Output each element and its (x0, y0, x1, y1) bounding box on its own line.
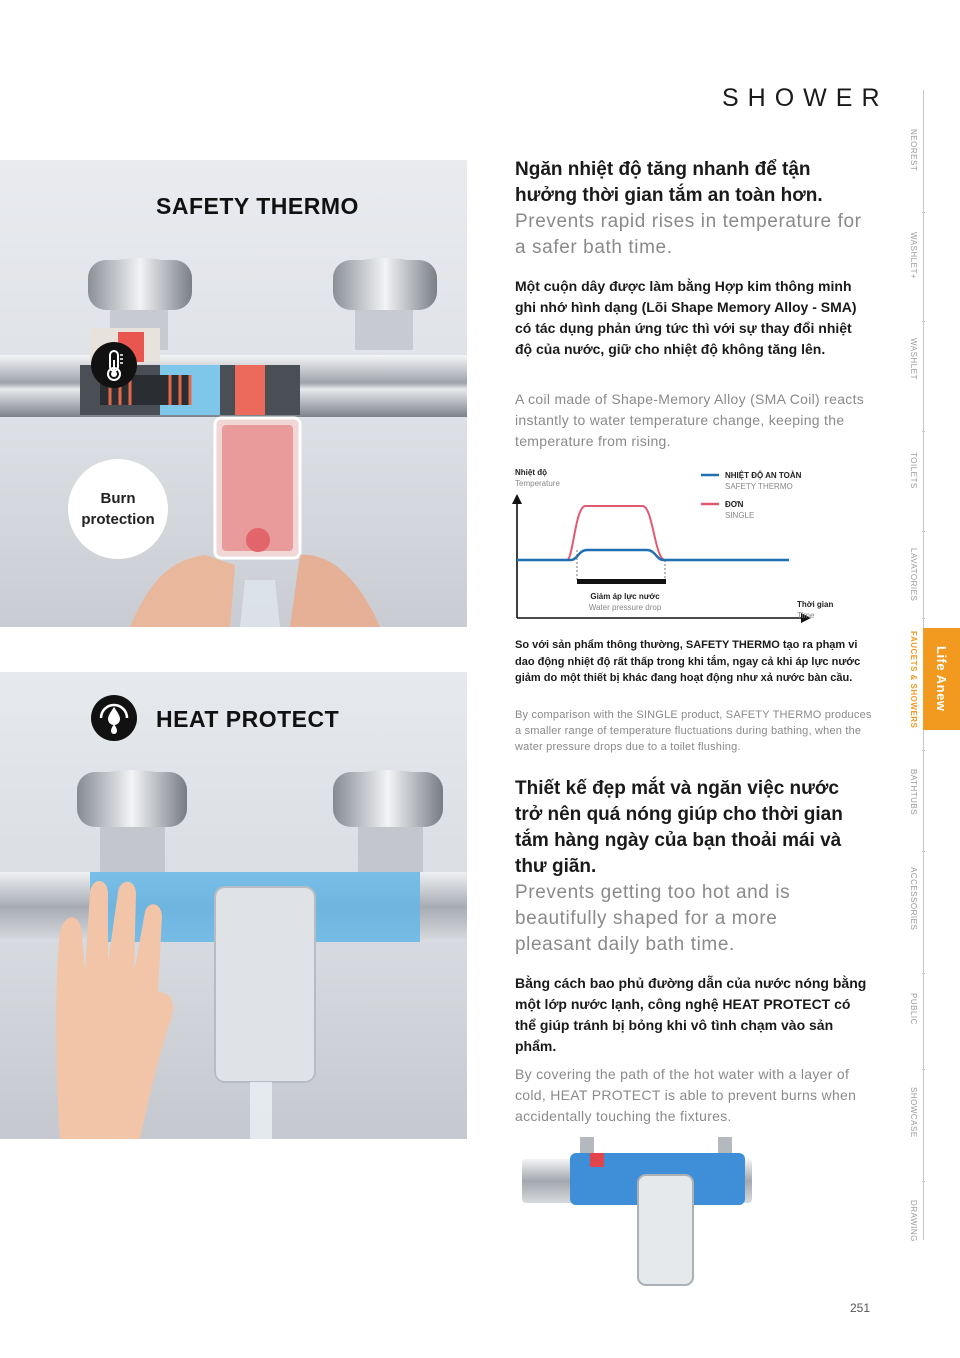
side-nav-item-lavatories[interactable]: LAVATORIES (909, 548, 918, 602)
safety-heading-vi: Ngăn nhiệt độ tăng nhanh để tận hưởng thời gian tắm an toàn hơn. (515, 159, 823, 206)
side-nav-divider (922, 618, 925, 619)
safety-body-en: A coil made of Shape-Memory Alloy (SMA Coil) reacts instantly to water temperature change, keeping the temperature from rising. (515, 391, 865, 449)
side-nav-divider (922, 973, 925, 974)
thermometer-icon (91, 342, 137, 388)
safety-body-vi: Một cuộn dây được làm bằng Hợp kim thông minh ghi nhớ hình dạng (Lõi Shape Memory Alloy - SMA) có tác dụng phản ứng tức thì với sự thay đổi nhiệt độ của nước, giữ cho nhiệt độ không tăng lên. (515, 278, 857, 357)
side-nav-divider (922, 750, 925, 751)
safety-thermo-line (517, 550, 789, 560)
badge-line-2: protection (81, 511, 155, 528)
compare-vi: So với sản phẩm thông thường, SAFETY THERMO tạo ra phạm vi dao động nhiệt độ rất thấp trong khi tắm, ngay cả khi áp lực nước giảm do một thiết bị khác đang hoạt động như xả nước bàn cầu. (515, 639, 861, 684)
side-nav-divider (922, 1069, 925, 1070)
chart-y-label: Nhiệt độ Temperature (515, 468, 560, 488)
temperature-chart (505, 460, 865, 625)
side-nav-item-accessories[interactable]: ACCESSORIES (909, 867, 918, 931)
side-nav-item-bathtubs[interactable]: BATHTUBS (909, 768, 918, 816)
side-nav-item-drawing[interactable]: DRAWING (909, 1200, 918, 1242)
heat-protect-illustration (0, 672, 467, 1139)
badge-line-1: Burn (100, 490, 136, 507)
safety-thermo-title: SAFETY THERMO (156, 193, 359, 219)
heat-heading-en: Prevents getting too hot and is beautifully shaped for a more pleasant daily bath time. (515, 882, 791, 955)
heat-protect-cutaway (520, 1135, 755, 1290)
pressure-drop-bar (577, 579, 666, 584)
side-nav-divider (922, 851, 925, 852)
y-axis-arrow (512, 494, 522, 504)
side-nav-divider (922, 531, 925, 532)
safety-thermo-photo (0, 160, 467, 627)
side-nav-divider (922, 321, 925, 322)
side-nav-divider (922, 212, 925, 213)
side-nav-item-showcase[interactable]: SHOWCASE (909, 1086, 918, 1138)
side-nav-item-neorest[interactable]: NEOREST (909, 128, 918, 172)
burn-protection-badge (68, 459, 168, 559)
water-drop-flame-icon (91, 695, 137, 741)
compare-en: By comparison with the SINGLE product, SAFETY THERMO produces a smaller range of temperature fluctuations during bathing, when the water pressure drops due to a toilet flushing. (515, 709, 872, 753)
heat-protect-title: HEAT PROTECT (156, 706, 340, 732)
heat-heading-vi: Thiết kế đẹp mắt và ngăn việc nước trở nên quá nóng giúp cho thời gian tắm hàng ngày của bạn thoải mái và thư giãn. (515, 778, 843, 877)
side-nav-item-washlet[interactable]: WASHLET (909, 338, 918, 380)
legend-single: ĐƠN SINGLE (725, 500, 755, 520)
safety-heading-en: Prevents rapid rises in temperature for a safer bath time. (515, 211, 862, 258)
side-nav-item-washlet[interactable]: WASHLET+ (909, 232, 918, 280)
page-number: 251 (850, 1301, 871, 1315)
heat-body-en: By covering the path of the hot water with a layer of cold, HEAT PROTECT is able to prevent burns when accidentally touching the fixtures. (515, 1066, 857, 1124)
side-nav-divider (922, 431, 925, 432)
legend-safety-thermo: NHIỆT ĐỘ AN TOÀN SAFETY THERMO (725, 471, 802, 491)
heat-body-vi: Bằng cách bao phủ đường dẫn của nước nóng bằng một lớp nước lạnh, công nghệ HEAT PROTECT có thể giúp tránh bị bỏng khi vô tình chạm vào sản phẩm. (515, 975, 867, 1054)
side-tab-label: Life Anew (934, 646, 949, 712)
chart-drop-label: Giảm áp lực nước Water pressure drop (588, 592, 662, 612)
side-nav-item-toilets[interactable]: TOILETS (909, 451, 918, 489)
page-title: SHOWER (722, 84, 889, 112)
side-nav-item-public[interactable]: PUBLIC (909, 993, 918, 1025)
heat-protect-photo (0, 672, 467, 1139)
faucet-illustration (0, 160, 467, 627)
side-nav-divider (922, 1181, 925, 1182)
chart-x-label: Thời gian Time (797, 600, 834, 620)
side-nav-item-faucets-showers[interactable]: FAUCETS & SHOWERS (909, 631, 918, 729)
